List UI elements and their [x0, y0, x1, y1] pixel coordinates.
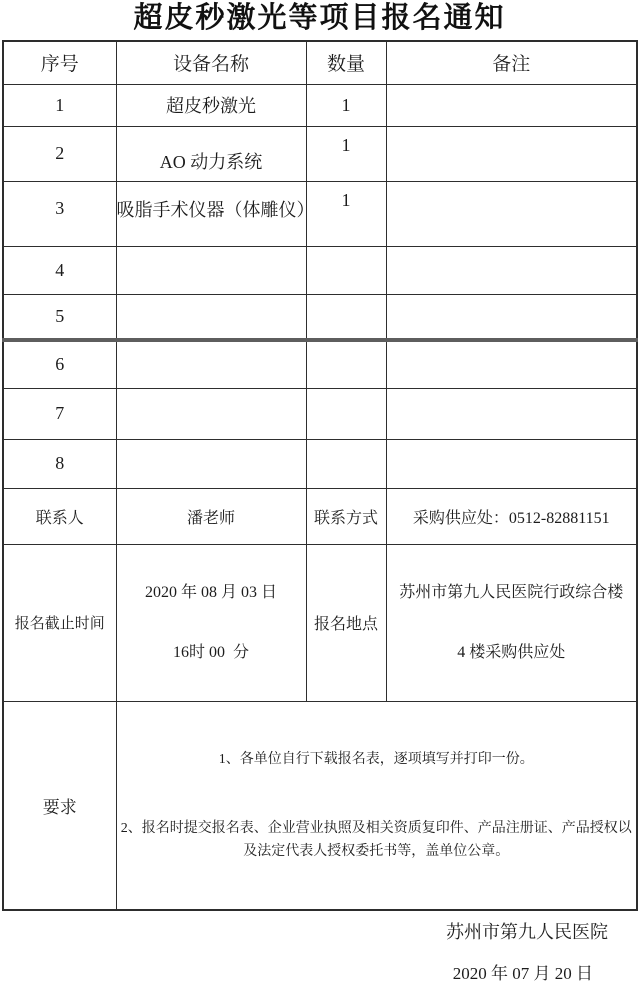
contact-label: 联系人 — [3, 488, 116, 544]
table-row — [3, 181, 637, 246]
cell-quantity: 1 — [306, 84, 386, 126]
serial-text: 3 — [55, 198, 65, 218]
cell-device-name — [116, 294, 306, 340]
header-serial: 序号 — [3, 41, 116, 84]
table-row — [3, 246, 637, 294]
cell-quantity — [306, 439, 386, 488]
document-footer — [0, 923, 639, 983]
cell-device-name — [116, 340, 306, 388]
cell-remarks — [386, 181, 637, 246]
place-value — [386, 544, 637, 701]
issuing-organization: 苏州市第九人民医院 — [446, 921, 608, 942]
place-line1: 苏州市第九人民医院行政综合楼 — [399, 583, 624, 601]
cell-serial — [3, 181, 116, 246]
contact-method-label: 联系方式 — [306, 488, 386, 544]
cell-serial: 5 — [3, 294, 116, 340]
table-row — [3, 340, 637, 388]
table-row — [3, 388, 637, 439]
cell-quantity — [306, 181, 386, 246]
table-row — [3, 84, 637, 126]
quantity-text: 1 — [341, 190, 351, 210]
cell-quantity — [306, 340, 386, 388]
cell-remarks — [386, 340, 637, 388]
cell-serial: 7 — [3, 388, 116, 439]
cell-remarks — [386, 84, 637, 126]
requirements-row — [3, 701, 637, 910]
cell-serial: 8 — [3, 439, 116, 488]
requirements-label: 要求 — [3, 701, 116, 910]
cell-device-name — [116, 246, 306, 294]
cell-device-name: 超皮秒激光 — [116, 84, 306, 126]
device-name-text: 吸脂手术仪器（体雕仪） — [116, 199, 315, 220]
cell-remarks — [386, 388, 637, 439]
issue-date: 2020 年 07 月 20 日 — [452, 963, 593, 983]
header-quantity: 数量 — [306, 41, 386, 84]
cell-device-name — [116, 181, 315, 246]
cell-quantity — [306, 294, 386, 340]
cell-remarks — [386, 246, 637, 294]
header-remarks: 备注 — [386, 41, 637, 84]
cell-serial: 2 — [3, 126, 116, 181]
cell-remarks — [386, 294, 637, 340]
registration-table — [2, 40, 638, 911]
cell-remarks — [386, 126, 637, 181]
deadline-date-line2: 16时 00 分 — [172, 643, 249, 661]
table-row — [3, 439, 637, 488]
table-row — [3, 294, 637, 340]
deadline-label: 报名截止时间 — [3, 544, 116, 701]
cell-serial: 6 — [3, 340, 116, 388]
cell-serial: 1 — [3, 84, 116, 126]
page-title: 超皮秒激光等项目报名通知 — [133, 2, 506, 34]
cell-quantity — [306, 126, 386, 181]
place-line2: 4 楼采购供应处 — [457, 643, 566, 661]
cell-serial: 4 — [3, 246, 116, 294]
cell-remarks — [386, 439, 637, 488]
table-row — [3, 126, 637, 181]
cell-device-name — [116, 126, 306, 181]
cell-quantity — [306, 388, 386, 439]
header-device-name: 设备名称 — [116, 41, 306, 84]
requirements-body — [116, 701, 637, 910]
deadline-date-line1: 2020 年 08 月 03 日 — [144, 583, 277, 601]
contact-value: 潘老师 — [116, 488, 306, 544]
contact-row — [3, 488, 637, 544]
requirement-item-1: 1、各单位自行下载报名表，逐项填写并打印一份。 — [218, 751, 534, 767]
cell-device-name — [116, 439, 306, 488]
cell-device-name — [116, 388, 306, 439]
quantity-text: 1 — [341, 135, 351, 155]
device-name-text: AO 动力系统 — [159, 151, 263, 172]
deadline-value — [116, 544, 306, 701]
table-header-row — [3, 41, 637, 84]
deadline-row — [3, 544, 637, 701]
contact-method-value: 采购供应处：0512-82881151 — [386, 488, 637, 544]
requirement-item-2: 2、报名时提交报名表、企业营业执照及相关资质复印件、产品注册证、产品授权以及法定代表人授权委托书等，盖单位公章。 — [120, 820, 632, 859]
cell-quantity — [306, 246, 386, 294]
place-label: 报名地点 — [306, 544, 386, 701]
